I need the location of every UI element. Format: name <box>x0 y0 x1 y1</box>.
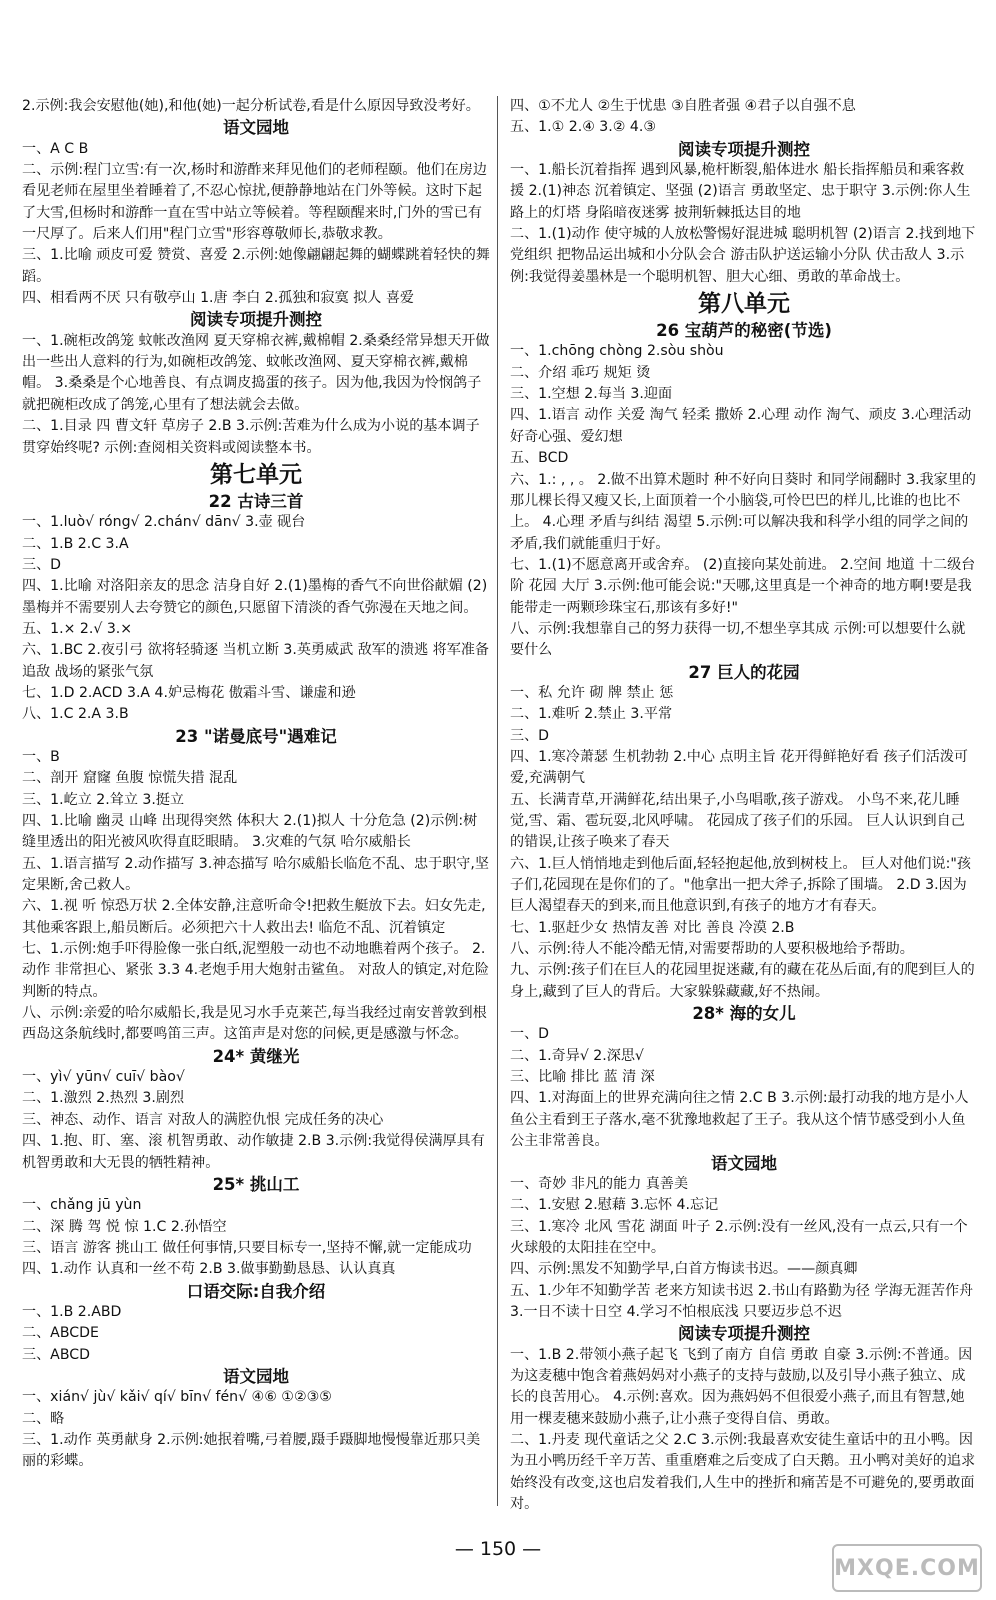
answer-line: 四、1.比喻 对洛阳亲友的思念 洁身自好 2.(1)墨梅的香气不向世俗献媚 (2)墨梅并不需要别人去夸赞它的颜色,只愿留下清淡的香气弥漫在天地之间。 <box>22 578 488 616</box>
answer-line: 四、示例:黑发不知勤学早,白首方悔读书迟。——颜真卿 <box>510 1261 858 1278</box>
answer-line: 三、语言 游客 挑山工 做任何事情,只要目标专一,坚持不懈,就一定能成功 <box>22 1239 472 1256</box>
section-heading: 27 巨人的花园 <box>688 662 800 682</box>
section-heading: 语文园地 <box>223 1366 289 1386</box>
answer-line: 七、1.示例:炮手吓得脸像一张白纸,泥塑般一动也不动地瞧着两个孩子。 2.动作 非常担心、紧张 3.3 4.老炮手用大炮射击鲨鱼。 对敌人的镇定,对危险判断的特点。 <box>22 941 489 1000</box>
answer-line: 五、1.× 2.√ 3.× <box>22 620 133 637</box>
section-heading: 24* 黄继光 <box>212 1046 300 1066</box>
answer-line: 三、D <box>510 727 550 744</box>
answer-line: 一、1.碗柜改鸽笼 蚊帐改渔网 夏天穿棉衣裤,戴棉帽 2.桑桑经常异想天开做出一些出人意料的行为,如碗柜改鸽笼、蚊帐改渔网、夏天穿棉衣裤,戴棉帽。 3.桑桑是个心地善良、有点调皮捣蛋的孩子。因为他,我因为怜悯鸽子就把碗柜改成了鸽笼,心里有了想法就会去做。 <box>22 332 490 413</box>
unit-title: 第七单元 <box>210 461 302 488</box>
answer-line: 二、ABCDE <box>22 1325 99 1342</box>
answer-line: 七、1.D 2.ACD 3.A 4.妒忌梅花 傲霜斗雪、谦虚和逊 <box>22 684 356 701</box>
answer-line: 一、xián√ jù√ kǎi√ qí√ bīn√ fén√ ④⑥ ①②③⑤ <box>22 1389 332 1406</box>
answer-line: 三、比喻 排比 蓝 清 深 <box>510 1069 655 1086</box>
section-heading: 阅读专项提升测控 <box>190 310 322 330</box>
answer-line: 一、1.船长沉着指挥 遇到风暴,桅杆断裂,船体进水 船长指挥船员和乘客救援 2.(1)神态 沉着镇定、坚强 (2)语言 勇敢坚定、忠于职守 3.示例:你人生路上的灯塔 身陷暗夜迷雾 披荆斩棘抵达目的地 <box>510 162 971 221</box>
answer-line: 五、1.语言描写 2.动作描写 3.神态描写 哈尔威船长临危不乱、忠于职守,坚定果断,舍己救人。 <box>22 855 489 894</box>
answer-line: 一、1.chōng chòng 2.sòu shòu <box>510 343 724 360</box>
left-column <box>22 96 490 1473</box>
answer-line: 九、示例:孩子们在巨人的花园里捉迷藏,有的藏在花丛后面,有的爬到巨人的身上,藏到了巨人的背后。大家躲躲藏藏,好不热闹。 <box>510 962 975 1000</box>
answer-line: 六、1.巨人悄悄地走到他后面,轻轻抱起他,放到树枝上。 巨人对他们说:"孩子们,花园现在是你们的了。"他拿出一把大斧子,拆除了围墙。 2.D 3.因为巨人渴望春天的到来,而且他意识到,有孩子的地方才有春天。 <box>510 855 971 915</box>
answer-line: 八、示例:待人不能冷酷无情,对需要帮助的人要积极地给予帮助。 <box>510 941 914 958</box>
answer-line: 一、yì√ yūn√ cuī√ bào√ <box>22 1069 185 1086</box>
section-heading: 语文园地 <box>711 1153 777 1173</box>
answer-line: 一、A C B <box>22 140 89 157</box>
section-heading: 25* 挑山工 <box>212 1174 300 1194</box>
answer-line: 一、1.luò√ róng√ 2.chán√ dān√ 3.壶 砚台 <box>22 514 306 531</box>
answer-line: 三、神态、动作、语言 对敌人的满腔仇恨 完成任务的决心 <box>22 1111 384 1128</box>
answer-line: 2.示例:我会安慰他(她),和他(她)一起分析试卷,看是什么原因导致没考好。 <box>22 98 480 114</box>
answer-line: 五、BCD <box>510 450 569 467</box>
answer-line: 三、1.寒冷 北风 雪花 湖面 叶子 2.示例:没有一丝风,没有一点云,只有一个火球般的太阳挂在空中。 <box>510 1218 968 1256</box>
answer-line: 二、剖开 窟窿 鱼腹 惊慌失措 混乱 <box>22 770 238 787</box>
answer-line: 五、1.少年不知勤学苦 老来方知读书迟 2.书山有路勤为径 学海无涯苦作舟 3.一日不读十日空 4.学习不怕根底浅 只要迈步总不迟 <box>510 1282 974 1320</box>
answer-line: 一、1.B 2.带领小燕子起飞 飞到了南方 自信 勇敢 自豪 3.示例:不普通。因为这麦穗中饱含着燕妈妈对小燕子的支持与鼓励,以及引导小燕子独立、成长的良苦用心。 4.示例:喜欢。因为燕妈妈不但很爱小燕子,而且有智慧,她用一棵麦穗来鼓励小燕子,让小燕子变得自信、勇敢。 <box>510 1346 973 1427</box>
answer-line: 一、1.B 2.ABD <box>22 1303 122 1320</box>
section-heading: 26 宝葫芦的秘密(节选) <box>656 321 832 341</box>
answer-line: 三、1.屹立 2.耸立 3.挺立 <box>22 791 185 808</box>
answer-line: 二、1.丹麦 现代童话之父 2.C 3.示例:我最喜欢安徒生童话中的丑小鸭。因为丑小鸭历经千辛万苦、重重磨难之后变成了白天鹅。丑小鸭对美好的追求始终没有改变,这也启发着我们,人生中的挫折和痛苦是不可避免的,要勇敢面对。 <box>510 1431 976 1512</box>
section-heading: 语文园地 <box>223 118 289 138</box>
answer-line: 六、1.: , , 。 2.做不出算术题时 种不好向日葵时 和同学闹翻时 3.我家里的那儿棵长得又瘦又长,上面顶着一个小脑袋,可怜巴巴的样儿,比谁的也比不上。 4.心理 矛盾与纠结 渴望 5.示例:可以解决我和科学小组的同学之间的矛盾,我们就能重归于好。 <box>510 471 976 552</box>
answer-line: 二、略 <box>22 1410 65 1427</box>
section-heading: 23 "诺曼底号"遇难记 <box>175 726 337 746</box>
answer-line: 三、D <box>22 556 62 573</box>
answer-line: 四、①不尤人 ②生于忧患 ③自胜者强 ④君子以自强不息 <box>510 98 856 114</box>
watermark-logo: MXQE.COM <box>832 1544 982 1592</box>
answer-line: 一、奇妙 非凡的能力 真善美 <box>510 1175 689 1192</box>
answer-line: 二、深 腾 驾 悦 惊 1.C 2.孙悟空 <box>22 1218 227 1235</box>
section-heading: 22 古诗三首 <box>208 491 304 511</box>
answer-line: 一、chǎng jū yùn <box>22 1197 142 1214</box>
answer-line: 一、私 允许 砌 牌 禁止 惩 <box>510 684 674 701</box>
answer-line: 二、1.难听 2.禁止 3.平常 <box>510 706 673 723</box>
answer-line: 二、1.奇异√ 2.深思√ <box>510 1047 644 1064</box>
column-divider <box>497 96 498 1506</box>
answer-line: 四、1.语言 动作 关爱 淘气 轻柔 撒娇 2.心理 动作 淘气、顽皮 3.心理活动 好奇心强、爱幻想 <box>510 407 972 445</box>
answer-line: 三、1.空想 2.每当 3.迎面 <box>510 386 673 403</box>
unit-title: 第八单元 <box>698 291 790 318</box>
answer-line: 五、长满青草,开满鲜花,结出果子,小鸟唱歌,孩子游戏。 小鸟不来,花儿睡觉,雪、霜、雹玩耍,北风呼啸。 花园成了孩子们的乐园。 巨人认识到自己的错误,让孩子唤来了春天 <box>510 791 965 851</box>
answer-line: 二、示例:程门立雪:有一次,杨时和游酢来拜见他们的老师程颐。他们在房边看见老师在屋里坐着睡着了,不忍心惊扰,便静静地站在门外等候。这时下起了大雪,但杨时和游酢一直在雪中站立等候着。等程颐醒来时,门外的雪已有一尺厚了。后来人们用"程门立雪"形容尊敬师长,恭敬求教。 <box>22 162 487 243</box>
answer-line: 三、1.比喻 顽皮可爱 赞赏、喜爱 2.示例:她像翩翩起舞的蝴蝶跳着轻快的舞蹈。 <box>22 247 490 285</box>
answer-line: 一、B <box>22 748 60 765</box>
section-heading: 28* 海的女儿 <box>692 1004 796 1024</box>
answer-line: 四、1.比喻 幽灵 山峰 出现得突然 体积大 2.(1)拟人 十分危急 (2)示例:树缝里透出的阳光被风吹得直眨眼睛。 3.灾难的气氛 哈尔威船长 <box>22 813 478 851</box>
answer-line: 六、1.视 听 惊恐万状 2.全体安静,注意听命令!把救生艇放下去。妇女先走,其他乘客跟上,船员断后。必须把六十人救出去! 临危不乱、沉着镇定 <box>22 898 486 936</box>
answer-line: 八、示例:亲爱的哈尔威船长,我是见习水手克莱芒,每当我经过南安普敦到根西岛这条航线时,都要鸣笛三声。这笛声是对您的问候,更是感激与怀念。 <box>22 1005 487 1043</box>
answer-line: 二、1.激烈 2.热烈 3.剧烈 <box>22 1090 185 1107</box>
answer-line: 六、1.BC 2.夜引弓 欲将轻骑逐 当机立断 3.英勇威武 敌军的溃逃 将军准备追敌 战场的紧张气氛 <box>22 642 490 680</box>
answer-line: 八、1.C 2.A 3.B <box>22 706 129 723</box>
answer-line: 四、1.对海面上的世界充满向往之情 2.C B 3.示例:最打动我的地方是小人鱼公主看到王子落水,毫不犹豫地救起了王子。我从这个情节感受到小人鱼公主非常善良。 <box>510 1090 969 1150</box>
section-heading: 阅读专项提升测控 <box>678 139 810 159</box>
answer-line: 四、1.动作 认真和一丝不苟 2.B 3.做事勤勤恳恳、认认真真 <box>22 1261 396 1278</box>
answer-line: 七、1.驱赶少女 热情友善 对比 善良 冷漠 2.B <box>510 919 795 936</box>
answer-line: 四、1.抱、盯、塞、滚 机智勇敢、动作敏捷 2.B 3.示例:我觉得侯满厚具有机智勇敢和大无畏的牺牲精神。 <box>22 1133 485 1171</box>
section-heading: 口语交际:自我介绍 <box>186 1281 326 1301</box>
answer-line: 二、1.B 2.C 3.A <box>22 535 129 552</box>
section-heading: 阅读专项提升测控 <box>678 1324 810 1344</box>
answer-line: 八、示例:我想靠自己的努力获得一切,不想坐享其成 示例:可以想要什么就要什么 <box>510 620 966 659</box>
answer-line: 四、相看两不厌 只有敬亭山 1.唐 李白 2.孤独和寂寞 拟人 喜爱 <box>22 290 415 307</box>
answer-line: 二、1.目录 四 曹文轩 草房子 2.B 3.示例:苦难为什么成为小说的基本调子贯穿始终呢? 示例:查阅相关资料或阅读整本书。 <box>22 418 480 456</box>
answer-line: 二、1.安慰 2.慰藉 3.忘怀 4.忘记 <box>510 1197 719 1214</box>
answer-line: 一、D <box>510 1026 550 1043</box>
answer-line: 七、1.(1)不愿意离开或舍弃。 (2)直接向某处前进。 2.空间 地道 十二级台阶 花园 大厅 3.示例:他可能会说:"天哪,这里真是一个神奇的地方啊!要是我能带走一两颗珍珠宝石,那该有多好!" <box>510 556 976 616</box>
answer-line: 三、1.动作 英勇献身 2.示例:她抿着嘴,弓着腰,蹑手蹑脚地慢慢靠近那只美丽的彩蝶。 <box>22 1431 481 1470</box>
right-column <box>510 96 978 1515</box>
answer-line: 五、1.① 2.④ 3.② 4.③ <box>510 119 656 136</box>
answer-line: 二、1.(1)动作 使守城的人放松警惕好混进城 聪明机智 (2)语言 2.找到地下党组织 把物品运出城和小分队会合 游击队护送运输小分队 伏击敌人 3.示例:我觉得姜墨林是一个聪明机智、胆大心细、勇敢的革命战士。 <box>510 226 976 285</box>
answer-line: 三、ABCD <box>22 1346 90 1363</box>
page-number: — 150 — <box>454 1538 542 1560</box>
answer-line: 二、介绍 乖巧 规矩 烫 <box>510 364 651 381</box>
answer-line: 四、1.寒冷萧瑟 生机勃勃 2.中心 点明主旨 花开得鲜艳好看 孩子们活泼可爱,充满朝气 <box>510 748 969 787</box>
